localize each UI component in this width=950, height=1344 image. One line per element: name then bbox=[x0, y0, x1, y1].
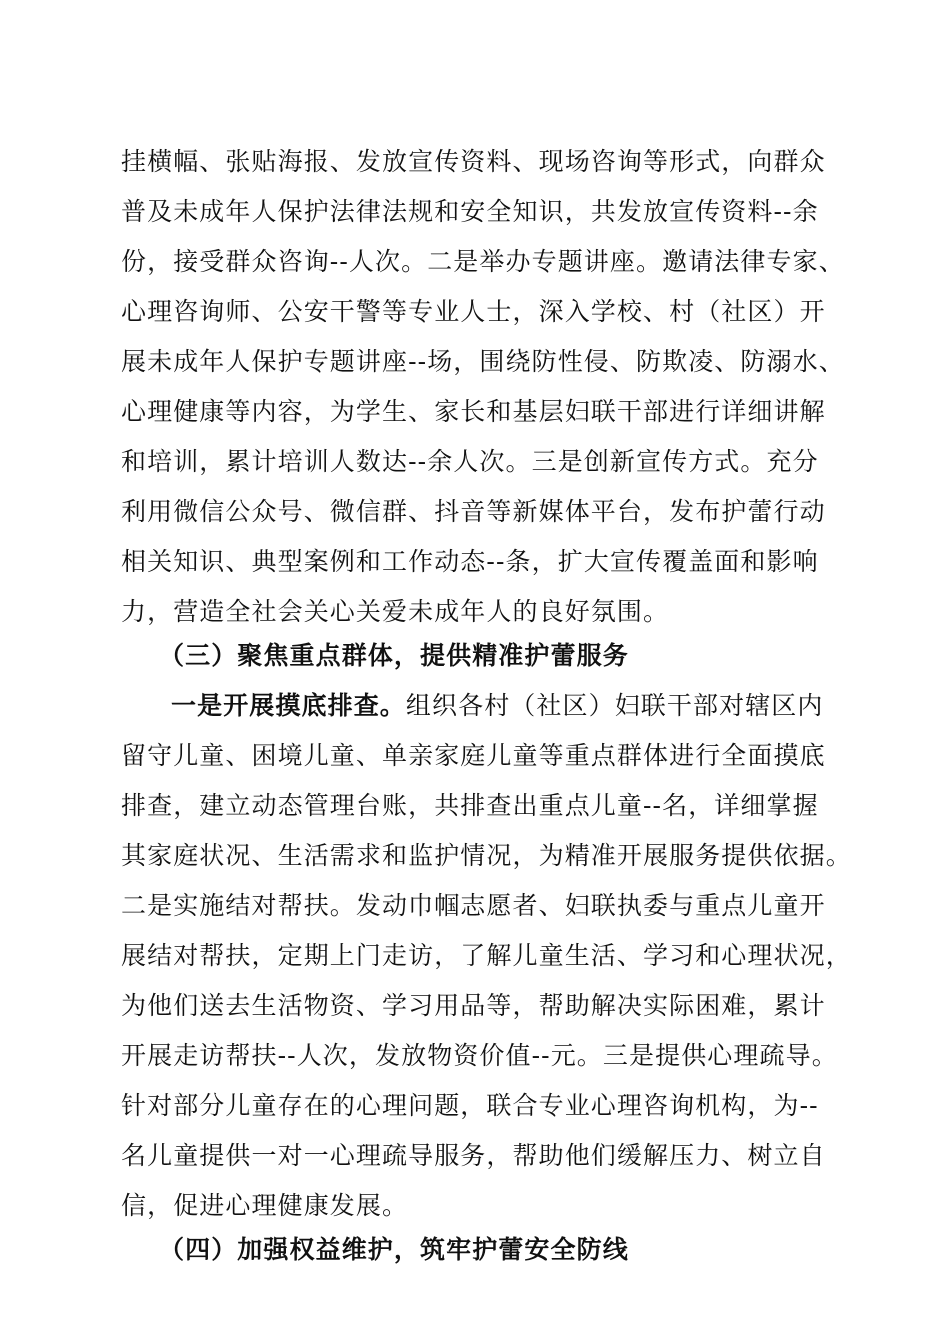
text-line: 展结对帮扶，定期上门走访，了解儿童生活、学习和心理状况， bbox=[121, 941, 852, 970]
text-line: 相关知识、典型案例和工作动态--条，扩大宣传覆盖面和影响 bbox=[121, 547, 819, 576]
text-line: 展未成年人保护专题讲座--场，围绕防性侵、防欺凌、防溺水、 bbox=[121, 347, 845, 376]
text-line: 信，促进心理健康发展。 bbox=[121, 1191, 409, 1220]
text-line: 普及未成年人保护法律法规和安全知识，共发放宣传资料--余 bbox=[121, 197, 819, 226]
text-line: 利用微信公众号、微信群、抖音等新媒体平台，发布护蕾行动 bbox=[121, 497, 826, 526]
text-line: 开展走访帮扶--人次，发放物资价值--元。三是提供心理疏导。 bbox=[121, 1041, 838, 1070]
section-heading-4: （四）加强权益维护，筑牢护蕾安全防线 bbox=[159, 1235, 629, 1264]
text-line: 其家庭状况、生活需求和监护情况，为精准开展服务提供依据。 bbox=[121, 841, 852, 870]
text-line: 排查，建立动态管理台账，共排查出重点儿童--名，详细掌握 bbox=[121, 791, 819, 820]
text-line: 份，接受群众咨询--人次。二是举办专题讲座。邀请法律专家、 bbox=[121, 247, 845, 276]
text-line-first bbox=[171, 686, 911, 726]
text-line: 留守儿童、困境儿童、单亲家庭儿童等重点群体进行全面摸底 bbox=[121, 741, 826, 770]
text-line: 名儿童提供一对一心理疏导服务，帮助他们缓解压力、树立自 bbox=[121, 1141, 826, 1170]
section-heading-3: （三）聚焦重点群体，提供精准护蕾服务 bbox=[159, 641, 629, 670]
bold-lead-text: 一是开展摸底排查。 bbox=[171, 691, 406, 720]
text-line: 心理健康等内容，为学生、家长和基层妇联干部进行详细讲解 bbox=[121, 397, 826, 426]
text-line: 为他们送去生活物资、学习用品等，帮助解决实际困难，累计 bbox=[121, 991, 826, 1020]
text-line: 挂横幅、张贴海报、发放宣传资料、现场咨询等形式，向群众 bbox=[121, 147, 826, 176]
text-line: 针对部分儿童存在的心理问题，联合专业心理咨询机构，为-- bbox=[121, 1091, 819, 1120]
text-line: 力，营造全社会关心关爱未成年人的良好氛围。 bbox=[121, 597, 670, 626]
text-line: 二是实施结对帮扶。发动巾帼志愿者、妇联执委与重点儿童开 bbox=[121, 891, 826, 920]
text-line: 心理咨询师、公安干警等专业人士，深入学校、村（社区）开 bbox=[121, 297, 826, 326]
lead-rest-text: 组织各村（社区）妇联干部对辖区内 bbox=[405, 691, 824, 720]
text-line: 和培训，累计培训人数达--余人次。三是创新宣传方式。充分 bbox=[121, 447, 819, 476]
